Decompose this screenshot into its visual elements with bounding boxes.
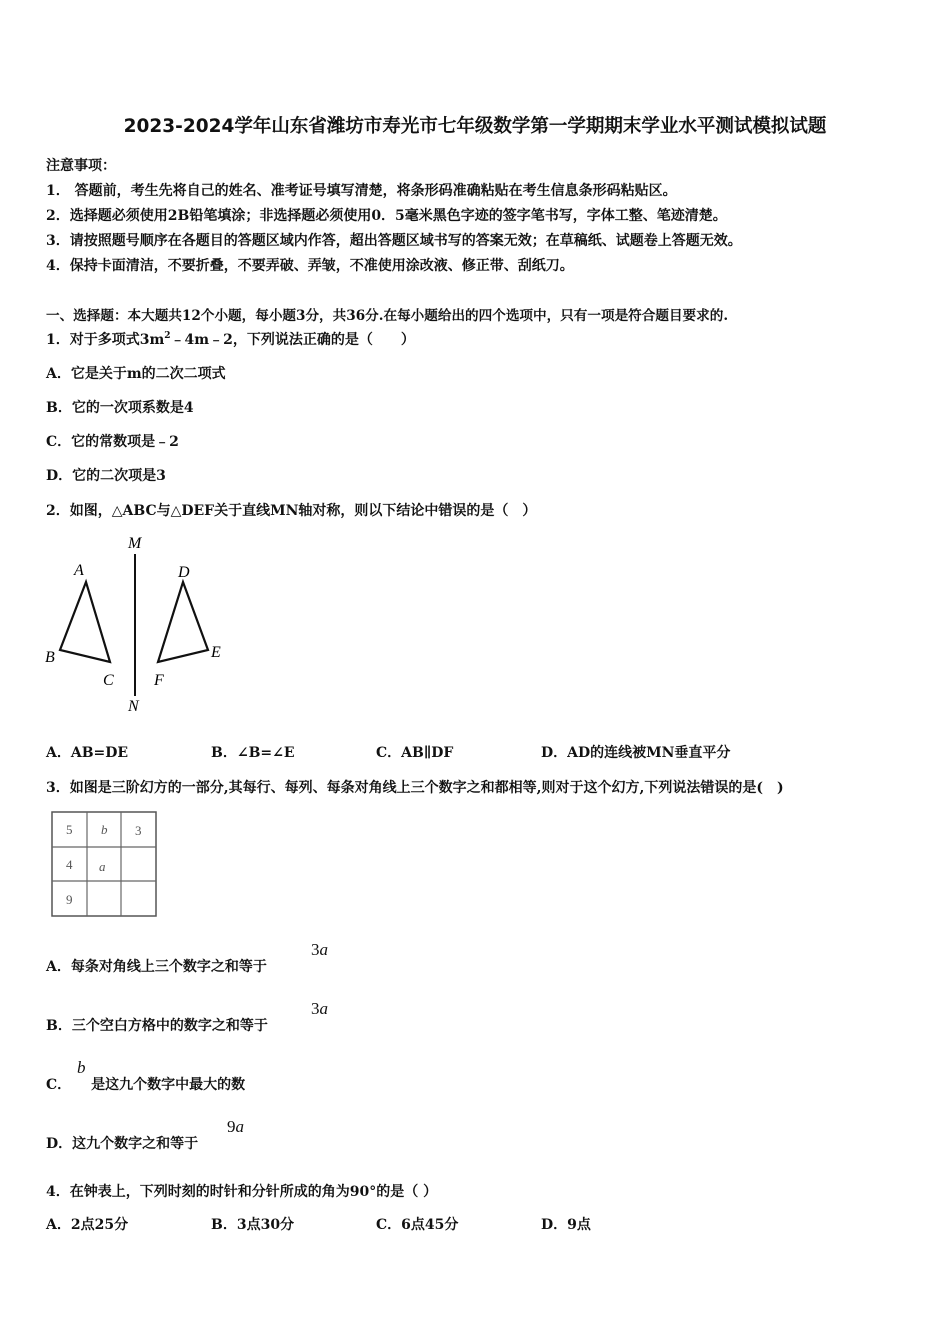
label-b: B [45, 649, 55, 666]
label-c: C [103, 672, 114, 689]
cell-r2c1: 4 [66, 857, 73, 872]
q3-option-b: B．三个空白方格中的数字之和等于 [46, 1018, 268, 1034]
notice-item-3: 3．请按照题号顺序在各题目的答题区域内作答，超出答题区域书写的答案无效；在草稿纸、试题卷上答题无效。 [46, 233, 742, 249]
label-m: M [128, 535, 142, 552]
q1-option-c: C．它的常数项是﹣2 [46, 434, 179, 450]
section-heading: 一、选择题：本大题共12个小题，每小题3分，共36分.在每小题给出的四个选项中，只有一项是符合题目要求的. [46, 308, 729, 324]
q1-option-b: B．它的一次项系数是4 [46, 400, 194, 416]
q4-option-c: C．6点45分 [376, 1217, 459, 1233]
cell-r1c3: 3 [135, 823, 142, 838]
q3-option-c: C． 是这九个数字中最大的数 [46, 1077, 246, 1093]
q2-figure [40, 530, 240, 715]
q3-option-b-math: 3a [311, 999, 328, 1018]
q1-stem: 1．对于多项式$3m^2﹣4m﹣2$，下列说法正确的是（ ） [46, 331, 415, 348]
q4-option-b: B．3点30分 [211, 1217, 295, 1233]
label-f: F [154, 672, 164, 689]
q2-option-c: C．AB∥DF [376, 745, 454, 761]
triangle-abc [60, 582, 110, 662]
q4-stem: 4．在钟表上，下列时刻的时针和分针所成的角为90°的是（ ） [46, 1184, 438, 1200]
label-n: N [128, 698, 139, 715]
q4-option-a: A．2点25分 [46, 1217, 129, 1233]
label-e: E [211, 644, 221, 661]
q2-option-b: B．∠B=∠E [211, 745, 295, 761]
cell-r1c2: b [101, 822, 108, 837]
notice-item-4: 4．保持卡面清洁，不要折叠，不要弄破、弄皱，不准使用涂改液、修正带、刮纸刀。 [46, 258, 574, 274]
notice-item-2: 2．选择题必须使用2B铅笔填涂；非选择题必须使用0．5毫米黑色字迹的签字笔书写，字体工整、笔迹清楚。 [46, 208, 727, 224]
q3-magic-square [50, 810, 160, 920]
page-title: 2023-2024学年山东省潍坊市寿光市七年级数学第一学期期末学业水平测试模拟试题 [123, 116, 827, 137]
q2-stem: 2．如图，△ABC与△DEF关于直线MN轴对称，则以下结论中错误的是（ ） [46, 503, 537, 519]
q3-stem: 3．如图是三阶幻方的一部分,其每行、每列、每条对角线上三个数字之和都相等,则对于这个幻方,下列说法错误的是( ) [46, 780, 784, 796]
q4-option-d: D．9点 [541, 1217, 591, 1233]
q3-option-a-math: 3a [311, 940, 328, 959]
notice-item-1: 1． 答题前，考生先将自己的姓名、准考证号填写清楚，将条形码准确粘贴在考生信息条形码粘贴区。 [46, 183, 677, 199]
q1-option-d: D．它的二次项是3 [46, 468, 166, 484]
cell-r3c1: 9 [66, 892, 73, 907]
notice-heading: 注意事项： [46, 158, 116, 174]
q3-option-d-math: 9a [227, 1117, 244, 1136]
q2-option-a: A．AB=DE [46, 745, 129, 761]
q3-option-d: D．这九个数字之和等于 [46, 1136, 199, 1152]
label-a: A [74, 562, 84, 579]
cell-r1c1: 5 [66, 822, 73, 837]
q3-option-a: A．每条对角线上三个数字之和等于 [46, 959, 267, 975]
cell-r2c2: a [99, 859, 106, 874]
label-d: D [178, 564, 190, 581]
q2-option-d: D．AD的连线被MN垂直平分 [541, 745, 731, 761]
q3-option-c-math: b [77, 1058, 86, 1077]
triangle-def [158, 582, 208, 662]
q1-option-a: A．它是关于m的二次二项式 [46, 366, 226, 382]
